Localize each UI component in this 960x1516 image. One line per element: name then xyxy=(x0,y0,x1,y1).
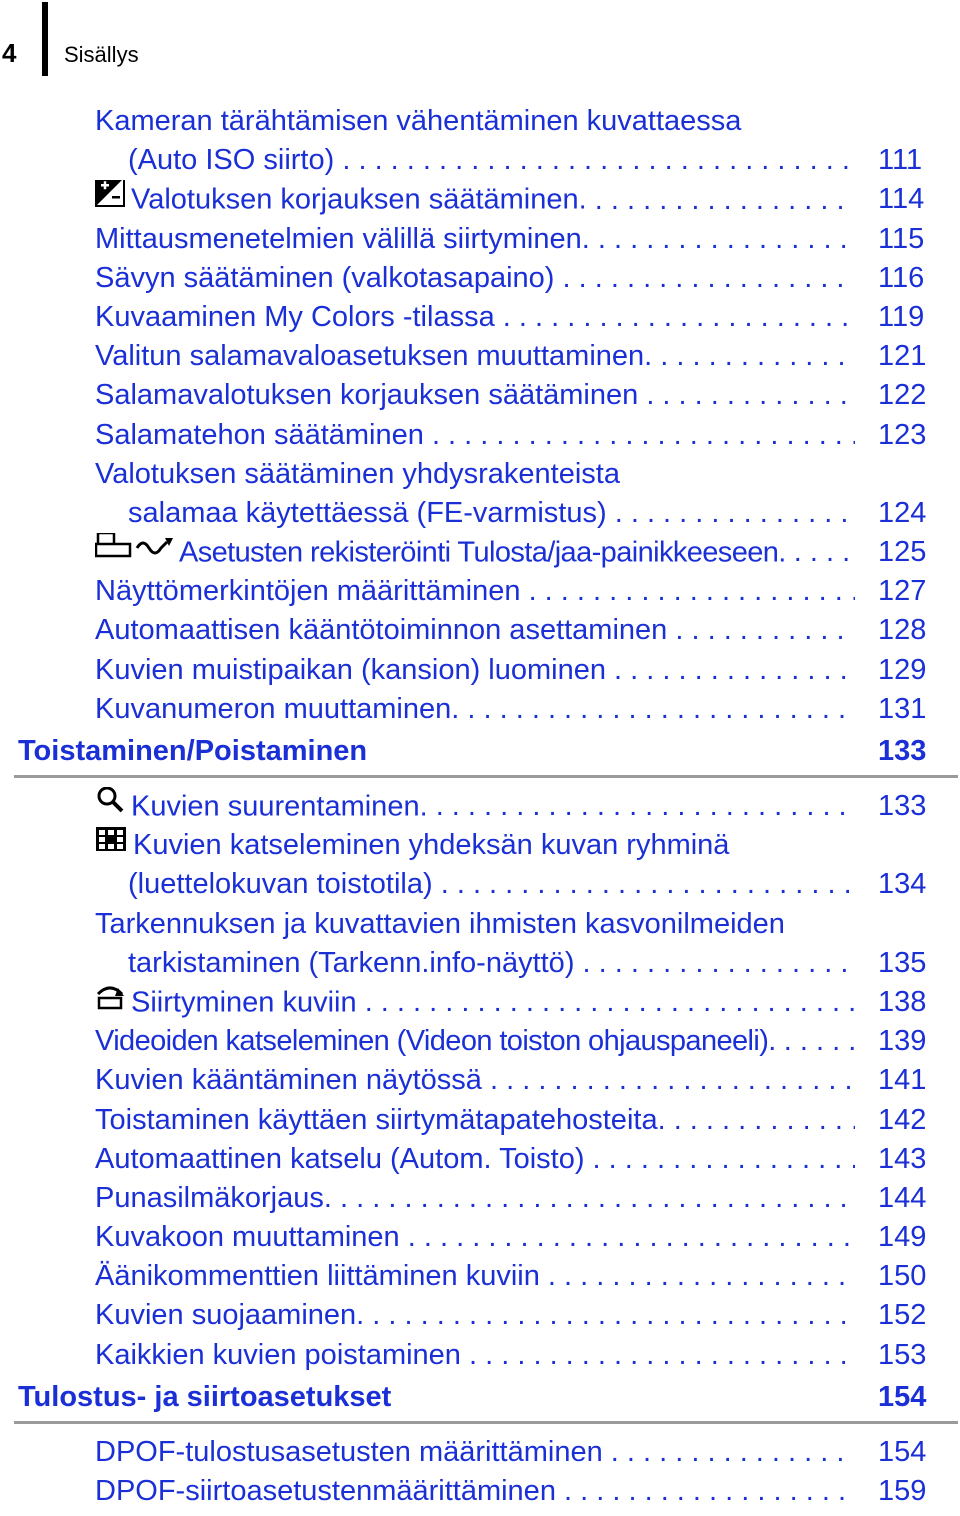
toc-entry[interactable] xyxy=(0,572,960,611)
section-title: Toistaminen/Poistaminen xyxy=(18,735,368,767)
toc-entry-page: 124 xyxy=(878,496,927,529)
toc-entry-title xyxy=(128,141,855,180)
toc-entry-title xyxy=(95,220,855,259)
toc-entry[interactable] xyxy=(0,1022,960,1061)
toc-entry-text: Näyttömerkintöjen määrittäminen xyxy=(95,575,521,608)
toc-entry-text: Kuvanumeron muuttaminen. xyxy=(95,692,460,725)
toc-entry-page: 134 xyxy=(878,868,927,901)
toc-entry-text: Valotuksen säätäminen yhdysrakenteista xyxy=(95,457,620,490)
toc-entry-title xyxy=(95,455,855,494)
toc-entry[interactable] xyxy=(0,826,960,865)
toc-entry-title xyxy=(95,1061,855,1100)
toc-entry-text: Kuvaaminen My Colors -tilassa xyxy=(95,300,495,333)
toc-entry-page: 129 xyxy=(878,653,927,686)
toc-entry-text: Kuvien suurentaminen. xyxy=(131,790,428,823)
toc-entry-page: 138 xyxy=(878,985,927,1018)
toc-group-shooting xyxy=(0,102,960,729)
toc-entry-page: 143 xyxy=(878,1142,927,1175)
toc-entry[interactable] xyxy=(0,141,960,180)
toc-entry-page: 111 xyxy=(878,144,923,177)
toc-entry-title xyxy=(128,494,855,533)
print-share-icon xyxy=(95,533,173,571)
toc-entry-title xyxy=(95,1433,855,1472)
toc-entry[interactable] xyxy=(0,1257,960,1296)
toc-entry-title xyxy=(95,690,855,729)
toc-entry-page: 114 xyxy=(878,183,925,216)
toc-entry-text: Automaattinen katselu (Autom. Toisto) xyxy=(95,1142,585,1175)
toc-entry-title xyxy=(95,298,855,337)
toc-entry-text: Siirtyminen kuviin xyxy=(131,986,357,1019)
toc-entry-text: Tarkennuksen ja kuvattavien ihmisten kasvonilmeiden xyxy=(95,907,785,940)
toc-entry-page: 116 xyxy=(878,261,925,294)
toc-entry-title xyxy=(95,611,855,650)
toc-entry-title xyxy=(95,102,855,141)
section-title: Tulostus- ja siirtoasetukset xyxy=(18,1380,392,1413)
toc-entry-text: Kuvien kääntäminen näytössä xyxy=(95,1064,482,1097)
toc-entry-text: Automaattisen kääntötoiminnon asettaminen xyxy=(95,614,668,647)
toc-entry[interactable] xyxy=(0,455,960,494)
toc-entry[interactable] xyxy=(0,690,960,729)
toc-entry[interactable] xyxy=(0,1140,960,1179)
section-page: 133 xyxy=(878,735,927,767)
toc-entry-title xyxy=(95,1179,855,1218)
section-rule xyxy=(14,1421,958,1424)
toc-group-print xyxy=(0,1433,960,1511)
toc-entry[interactable] xyxy=(0,651,960,690)
toc-entry[interactable] xyxy=(0,416,960,455)
toc-entry-text: Sävyn säätäminen (valkotasapaino) xyxy=(95,261,555,294)
toc-entry[interactable] xyxy=(0,787,960,826)
toc-entry[interactable] xyxy=(0,1336,960,1375)
toc-entry-page: 153 xyxy=(878,1338,927,1371)
toc-entry-page: 119 xyxy=(878,300,925,333)
toc-entry-title xyxy=(128,944,855,983)
toc-entry-title xyxy=(95,1472,855,1511)
toc-entry-text: Videoiden katseleminen (Videon toiston ohjauspaneeli). xyxy=(95,1025,776,1058)
toc-entry[interactable] xyxy=(0,180,960,219)
section-heading-playback[interactable] xyxy=(0,731,960,783)
toc-entry-title xyxy=(95,259,855,298)
toc-entry[interactable] xyxy=(0,220,960,259)
toc-entry-page: 142 xyxy=(878,1103,927,1136)
toc-entry[interactable] xyxy=(0,611,960,650)
toc-entry[interactable] xyxy=(0,1433,960,1472)
toc-entry-text: Salamavalotuksen korjauksen säätäminen xyxy=(95,379,639,412)
toc-entry-title xyxy=(95,1218,855,1257)
toc-entry[interactable] xyxy=(0,1179,960,1218)
toc-entry-page: 115 xyxy=(878,222,925,255)
toc-entry-page: 131 xyxy=(878,692,927,725)
toc-entry-title xyxy=(95,787,855,828)
toc-entry-title xyxy=(95,1257,855,1296)
toc-entry-text: DPOF-tulostusasetusten määrittäminen xyxy=(95,1435,603,1468)
toc-entry[interactable] xyxy=(0,376,960,415)
toc-entry-title xyxy=(128,865,855,904)
toc-entry-text: tarkistaminen (Tarkenn.info-näyttö) xyxy=(128,946,575,979)
toc-entry-page: 149 xyxy=(878,1221,927,1254)
toc-entry-title xyxy=(95,337,855,376)
toc-entry-title xyxy=(95,533,855,574)
toc-entry-title xyxy=(95,1336,855,1375)
toc-entry-page: 121 xyxy=(878,340,927,373)
toc-entry[interactable] xyxy=(0,865,960,904)
toc-entry[interactable] xyxy=(0,533,960,572)
toc-entry[interactable] xyxy=(0,1218,960,1257)
jump-icon xyxy=(95,983,125,1021)
toc-entry-text: Valitun salamavaloasetuksen muuttaminen. xyxy=(95,340,653,373)
toc-entry-page: 141 xyxy=(878,1064,927,1097)
page-number: 4 xyxy=(2,38,17,68)
toc-entry-text: Kuvien katseleminen yhdeksän kuvan ryhminä xyxy=(133,829,730,862)
toc-entry-title xyxy=(95,1022,855,1061)
toc-entry-page: 127 xyxy=(878,575,927,608)
toc-entry-text: (luettelokuvan toistotila) xyxy=(128,868,433,901)
toc-entry-text: Kuvakoon muuttaminen xyxy=(95,1221,400,1254)
toc-entry[interactable] xyxy=(0,494,960,533)
magnify-icon xyxy=(95,787,125,825)
toc-entry[interactable] xyxy=(0,298,960,337)
toc-entry-title xyxy=(95,983,855,1024)
toc-entry[interactable] xyxy=(0,1472,960,1511)
toc-entry-text: (Auto ISO siirto) xyxy=(128,144,335,177)
toc-entry-text: Valotuksen korjauksen säätäminen. xyxy=(131,183,587,216)
toc-entry-page: 125 xyxy=(878,536,927,569)
toc-entry-text: Salamatehon säätäminen xyxy=(95,418,424,451)
toc-entry-page: 122 xyxy=(878,379,927,412)
toc-entry-text: Toistaminen käyttäen siirtymätapatehosteita. xyxy=(95,1103,666,1136)
toc-entry-page: 123 xyxy=(878,418,927,451)
toc-entry-title xyxy=(95,376,855,415)
toc-entry-page: 135 xyxy=(878,946,927,979)
table-of-contents xyxy=(0,102,960,1511)
toc-entry-text: DPOF-siirtoasetustenmäärittäminen xyxy=(95,1475,556,1507)
toc-entry-text: salamaa käytettäessä (FE-varmistus) xyxy=(128,496,607,529)
toc-group-playback xyxy=(0,787,960,1375)
toc-entry-title xyxy=(95,180,855,221)
toc-entry[interactable] xyxy=(0,983,960,1022)
toc-entry[interactable] xyxy=(0,259,960,298)
toc-entry-text: Kuvien suojaaminen. xyxy=(95,1299,365,1332)
toc-entry-title xyxy=(95,416,855,455)
section-rule xyxy=(14,775,958,778)
toc-entry-text: Punasilmäkorjaus. xyxy=(95,1181,332,1214)
exposure-compensation-icon xyxy=(95,180,125,218)
toc-entry-text: Äänikommenttien liittäminen kuviin xyxy=(95,1260,540,1293)
toc-entry-page: 159 xyxy=(878,1475,927,1507)
toc-entry-page: 133 xyxy=(878,790,927,822)
toc-entry-title xyxy=(95,651,855,690)
toc-entry-title xyxy=(95,1296,855,1335)
toc-entry-text: Kaikkien kuvien poistaminen xyxy=(95,1338,461,1371)
toc-entry-title xyxy=(95,1140,855,1179)
toc-entry-title xyxy=(95,1101,855,1140)
toc-entry-page: 139 xyxy=(878,1025,927,1058)
toc-entry-text: Mittausmenetelmien välillä siirtyminen. xyxy=(95,222,590,255)
toc-entry-title xyxy=(95,826,855,866)
toc-entry[interactable] xyxy=(0,1101,960,1140)
toc-entry-page: 144 xyxy=(878,1181,927,1214)
toc-entry-title xyxy=(95,905,855,944)
toc-entry-page: 128 xyxy=(878,614,927,647)
running-header-title: Sisällys xyxy=(64,42,139,67)
section-heading-print[interactable] xyxy=(0,1377,960,1429)
toc-entry[interactable] xyxy=(0,102,960,141)
toc-entry[interactable] xyxy=(0,944,960,983)
toc-entry-text: Kameran tärähtämisen vähentäminen kuvattaessa xyxy=(95,105,742,137)
index-grid-icon xyxy=(95,826,127,863)
toc-entry-title xyxy=(95,572,855,611)
toc-entry-text: Kuvien muistipaikan (kansion) luominen xyxy=(95,653,606,686)
header-vertical-rule xyxy=(42,2,48,76)
toc-entry-page: 152 xyxy=(878,1299,927,1332)
toc-entry[interactable] xyxy=(0,1061,960,1100)
toc-entry[interactable] xyxy=(0,1296,960,1335)
toc-entry-page: 150 xyxy=(878,1260,927,1293)
toc-entry[interactable] xyxy=(0,905,960,944)
toc-entry-page: 154 xyxy=(878,1435,927,1468)
toc-entry-text: Asetusten rekisteröinti Tulosta/jaa-painikkeeseen. xyxy=(179,536,786,569)
toc-entry[interactable] xyxy=(0,337,960,376)
section-page: 154 xyxy=(878,1380,927,1413)
